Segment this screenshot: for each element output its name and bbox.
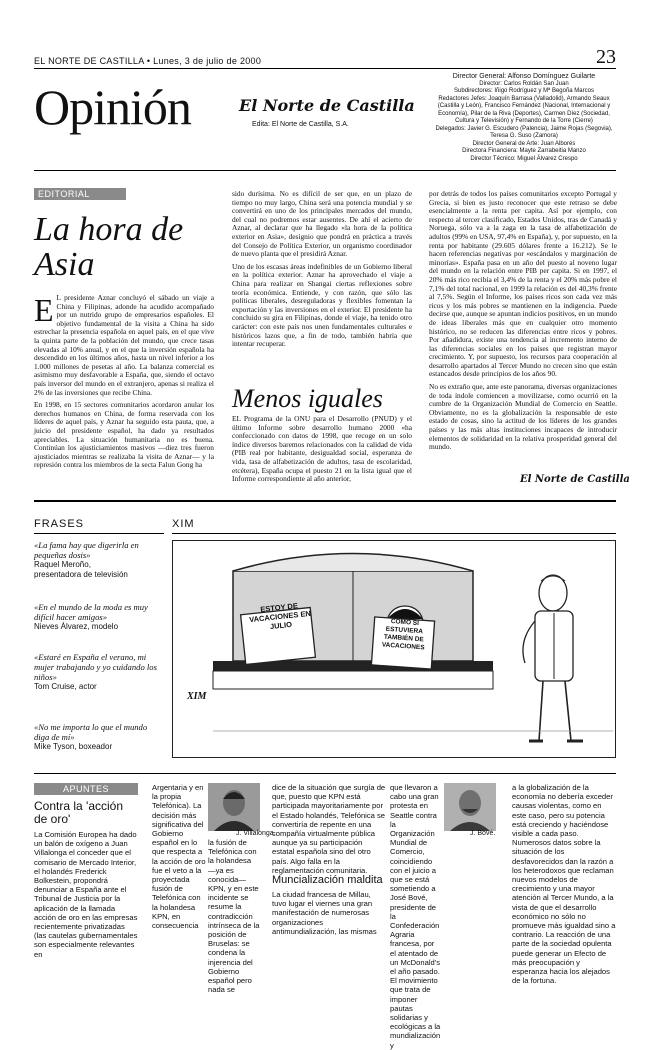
bottom-rule <box>34 773 616 774</box>
editorial-column-2 <box>232 190 412 374</box>
quote-item <box>34 652 162 692</box>
editorial-paragraph: En 1998, en 15 sectores comunitarios acordaron anular los derechos humanos en China, de forma reservada con los líderes de aquel país, y Aznar ha seguido esta pauta, que, a juicio del presidente español, ha dado ya resultados apreciables. La situación humanitaria no es buena. Continúan los ajusticiamientos masivos —diez tres fueron ajusticiados mientras se realizaba la visita de Aznar— y la represión contra los miembros de la secta Falun Gong ha <box>34 400 214 470</box>
editorial-paragraph: No es extraño que, ante este panorama, diversas organizaciones de toda índole comiencen a movilizarse, como ocurrió en la cumbre de la Organización Mundial de Comercio en Seattle. Obviamente, no es la globalización la responsable de este estado de cosas, sino la actitud de los líderes de los grandes países y las más altas instituciones incapaces de introducir elementos de solidaridad en la relativa prosperidad general del mundo. <box>429 382 617 452</box>
editorial-paragraph: Uno de los escasas áreas indefinibles de un Gobierno liberal en la política exterior. Aznar ha aprovechado el viaje a China para realizar en Shangai ciertas reflexiones sobre teoría económica. Entiende, y con razón, que sólo las políticas liberales, desreguladoras y flexibles fomentan la exportación y las inversiones en el exterior. El presidente ha concluido su gira en Filipinas, donde el viaje, ha tenido otro carácter: con este país nos unen fundamentales culturales e históricos lazos que, a fin de todo, también habría que intentar recuperar. <box>232 261 412 349</box>
staff-line: Director: Carlos Roldán San Juan <box>479 80 569 87</box>
editorial-paragraph: L presidente Aznar concluyó el sábado un viaje a China y Filipinas, adonde ha acudido acompañado por un nutrido grupo de empresarios españoles. El objetivo fundamental de la visita a China ha sido estrechar la presencia española en aquel país, en el que vive la quinta parte de la población del mundo, que crece tasas elevadas al 10% anual, y en el que la inversión española ha descendido en los últimos años, hasta un nivel inferior a los 1.000 millones de pesetas al año. La balanza comercial es asimismo muy desfavorable a España, que, siendo el octavo país inversor del mundo en el extranjero, apenas si realiza el 2% de las inversiones que recibe China. <box>34 293 214 397</box>
quote-text: «La fama hay que digerirla en pequeñas dosis» <box>34 540 139 560</box>
running-head: EL NORTE DE CASTILLA • Lunes, 3 de julio de 2000 <box>34 56 262 66</box>
apuntes-column: La ciudad francesa de Millau, tuvo lugar el viernes una gran manifestación de numerosas organizaciones antimundialización, las mismas <box>272 890 377 936</box>
header-rule <box>34 170 616 171</box>
top-rule <box>34 68 616 69</box>
portrait-image <box>444 783 496 831</box>
staff-line: Subdirectores: Iñigo Rodríguez y Mª Begoña Marcos <box>454 88 594 94</box>
second-editorial-column-1 <box>232 415 412 489</box>
cartoon-sign-right: COMO SI ESTUVIERA TAMBIÉN DE VACACIONES <box>381 618 425 652</box>
apuntes-column: la fusión de Telefónica con la holandesa —ya es conocida— KPN, y en este incidente se resume la contradicción intrínseca de la posición de Bruselas: se condena la injerencia del Gobierno español pero nada se <box>208 838 260 995</box>
villalonga-photo <box>208 783 260 831</box>
editorial-headline: La hora de Asia <box>34 211 184 283</box>
drop-cap: E <box>34 292 54 328</box>
editorial-paragraph: sido durísima. No es difícil de ser que, en un plazo de tiempo no muy largo, China será una potencia mundial y se convertirá en uno de los principales mercados del mundo, del cual no podremos estar ausentes. De ahí el acierto de Aznar, al declarar que ha llegado «la hora de la política exterior en Asia», designio que pondrá en práctica a través del Consejo de Política Exterior, un organismo coordinador de nuevo planta que el presidirá Aznar. <box>232 189 412 259</box>
quote-author: Raquel Meroño, <box>34 560 91 569</box>
bove-photo <box>444 783 496 831</box>
cartoon-title: XIM <box>172 518 195 530</box>
apuntes-subhead: Muncialización maldita <box>272 874 383 886</box>
quote-author: Tom Cruise, actor <box>34 682 97 691</box>
apuntes-column: a la globalización de la economía no debería exceder causas violentas, como en este caso, pero su potencia está creciendo y haciéndose visible a cada paso. Numerosos datos sobre la situación de los desfavorecidos dan la razón a los heterodoxos que reclaman nuevos modelos de crecimiento y una mayor atención al Tercer Mundo, a la vista de que el desarrollo económico no sólo no promueve más igualdad sino a contrario. La reacción de una parte de la sociedad opulenta puede generar un Efecto de más preocupación y esperanza hacia los alejados de la fortuna. <box>512 783 616 986</box>
staff-box <box>430 73 618 163</box>
cartoon-signature: XIM <box>187 691 207 702</box>
publisher-line: Edita: El Norte de Castilla, S.A. <box>252 121 349 128</box>
cartoon-panel <box>172 540 616 758</box>
quote-item <box>34 602 162 632</box>
quote-author: Nieves Álvarez, modelo <box>34 622 119 631</box>
editorial-column-1 <box>34 294 214 490</box>
apuntes-column: La Comisión Europea ha dado un balón de oxígeno a Juan Villalonga el conceder que el comisario de Mercado Interior, el holandés Frederick Bolkestein, propondrá denunciar a España ante el Tribunal de Justicia por la aplicación de la llamada acción de oro en las empresas recientemente privatizadas (las cautelas gubernamentales son especialmente relevantes en <box>34 830 138 959</box>
section-rule <box>34 500 616 502</box>
quote-text: «En el mundo de la moda es muy difícil hacer amigos» <box>34 602 148 622</box>
quote-text: «No me importa lo que el mundo diga de mí» <box>34 722 148 742</box>
cartoon-rule <box>172 533 616 534</box>
apuntes-column <box>444 838 496 998</box>
photo-caption: J. Bové. <box>470 830 496 837</box>
newspaper-logo: El Norte de Castilla <box>239 96 415 115</box>
apuntes-column: dice de la situación que surgía de que, puesto que KPN está participada mayoritariamente por el Estado holandés, Telefónica se convertiría de repente en una compañía virtualmente pública aunque ya su participación estatal española sino del otro país. Algo falla en la reglamentación comunitaria. <box>272 783 386 875</box>
section-title: Opinión <box>34 79 191 135</box>
quote-item <box>34 540 162 580</box>
editorial-label: EDITORIAL <box>34 188 126 200</box>
staff-line: Director Técnico: Miguel Álvarez Crespo <box>470 155 578 162</box>
page-number: 23 <box>596 46 616 68</box>
apuntes-column: Argentaria y en la propia Telefónica). La decisión más significativa del Gobierno español en lo que respecta a la acción de oro fue el veto a la proyectada fusión de Telefónica con la holandesa KPN, en consecuencia <box>152 783 206 931</box>
editorial-paragraph: EL Programa de la ONU para el Desarrollo (PNUD) y el último Informe sobre desarrollo humano 2000 «ha confeccionado con datos de 1998, que recoge en un solo índice diversos baremos relacionados con la calidad de vida (PIB real por habitante, desigualdad social, esperanza de vida, tasa de alfabetización de adultos, tasa de escolaridad, etcétera), España ocupa el puesto 21 en la lista igual que el Informe correspondiente al año anterior, <box>232 414 412 484</box>
apuntes-column: que llevaron a cabo una gran protesta en Seattle contra la Organización Mundial de Comercio, coincidiendo con el juicio a que se está sometiendo a José Bové, presidente de la Confederación Agraria francesa, por el atentado de un McDonald's el año pasado. El movimiento que trata de imponer pautas solidarias y ecológicas a la mundialización y <box>390 783 441 1050</box>
quote-text: «Estaré en España el verano, mi mujer trabajando y yo cuidando los niños» <box>34 652 157 682</box>
second-editorial-column-2 <box>429 190 617 475</box>
second-editorial-headline: Menos iguales <box>232 384 383 413</box>
editorial-signature-logo: El Norte de Castilla <box>520 474 630 485</box>
cartoon-sign-left: ESTOY DE VACACIONES EN JULIO <box>248 601 312 632</box>
quote-author: Mike Tyson, boxeador <box>34 742 113 751</box>
apuntes-headline: Contra la 'acción de oro' <box>34 799 124 826</box>
staff-line: Director General de Arte: Juan Alborés <box>472 140 576 147</box>
staff-line: Directora Financiera: Mayte Zarrabeitia Manzo <box>462 148 586 154</box>
frases-rule <box>34 533 164 534</box>
apuntes-label: APUNTES <box>34 783 138 795</box>
quote-role: presentadora de televisión <box>34 570 128 579</box>
portrait-image <box>208 783 260 831</box>
editorial-paragraph: por detrás de todos los países comunitarios excepto Portugal y Grecia, si bien es justo reconocer que este retraso se debe esencialmente a la renta per capita. Así por ejemplo, con respecto al tercer clasificado, Estados Unidos, tras de Canadá y Noruega, sólo va a la zaga en la tasa de alfabetización de adultos (99% en USA, 97,4% en España), y, por supuesto, en la renta por habitante (29.605 dólares frente a 16.212). Se le hacen referencias negativas por «escándalos y marginación de minorías». España pasa en un año del puesto al noveno lugar del mundo en la relación entre PIB per capita. Si en 1997, el 20% más rico recibía el 3,4% de la renta y el 20% más pobre el 7,1% del total nacional, en 1999 la relación es del 40,3% frente al 7,5%. Según el Informe, los países ricos son cada vez más ricos y los más pobres se mantienen en la indigencia. Puede decirse que, aunque se apuntan indicios positivos, en un mundo de ideas liberales más que en cualquier otro momento histórico, no se reducen las diferencias entre ricos y pobres. Por añadidura, existe una tendencia al incremento interno de las diferencias sociales en los países que registran mayor crecimiento. Y, por supuesto, los recursos para cooperación al desarrollo apartados al Tercer Mundo no crecen sino que están estancados desde principios de los años 90. <box>429 189 617 379</box>
staff-line: Director General: Alfonso Domínguez Guilarte <box>452 73 596 80</box>
quote-item <box>34 722 162 752</box>
staff-line: Delegados: Javier G. Escudero (Palencia), Jaime Rojas (Segovia), Teresa G. Suso (Zamora) <box>435 125 613 139</box>
photo-caption: J. Villalonga. <box>236 830 276 837</box>
frases-title: FRASES <box>34 518 85 530</box>
staff-line: Redactores Jefes: Joaquín Barrasa (Valladolid), Armando Seaux (Castilla y León), Francisco Fernández (Nacional, Internacional y Economía), Pilar de la Riva (Deportes), Carmen Díez (Sociedad, Cultura y Televisión) y Fernando de la Torre (Cierre) <box>437 95 611 124</box>
